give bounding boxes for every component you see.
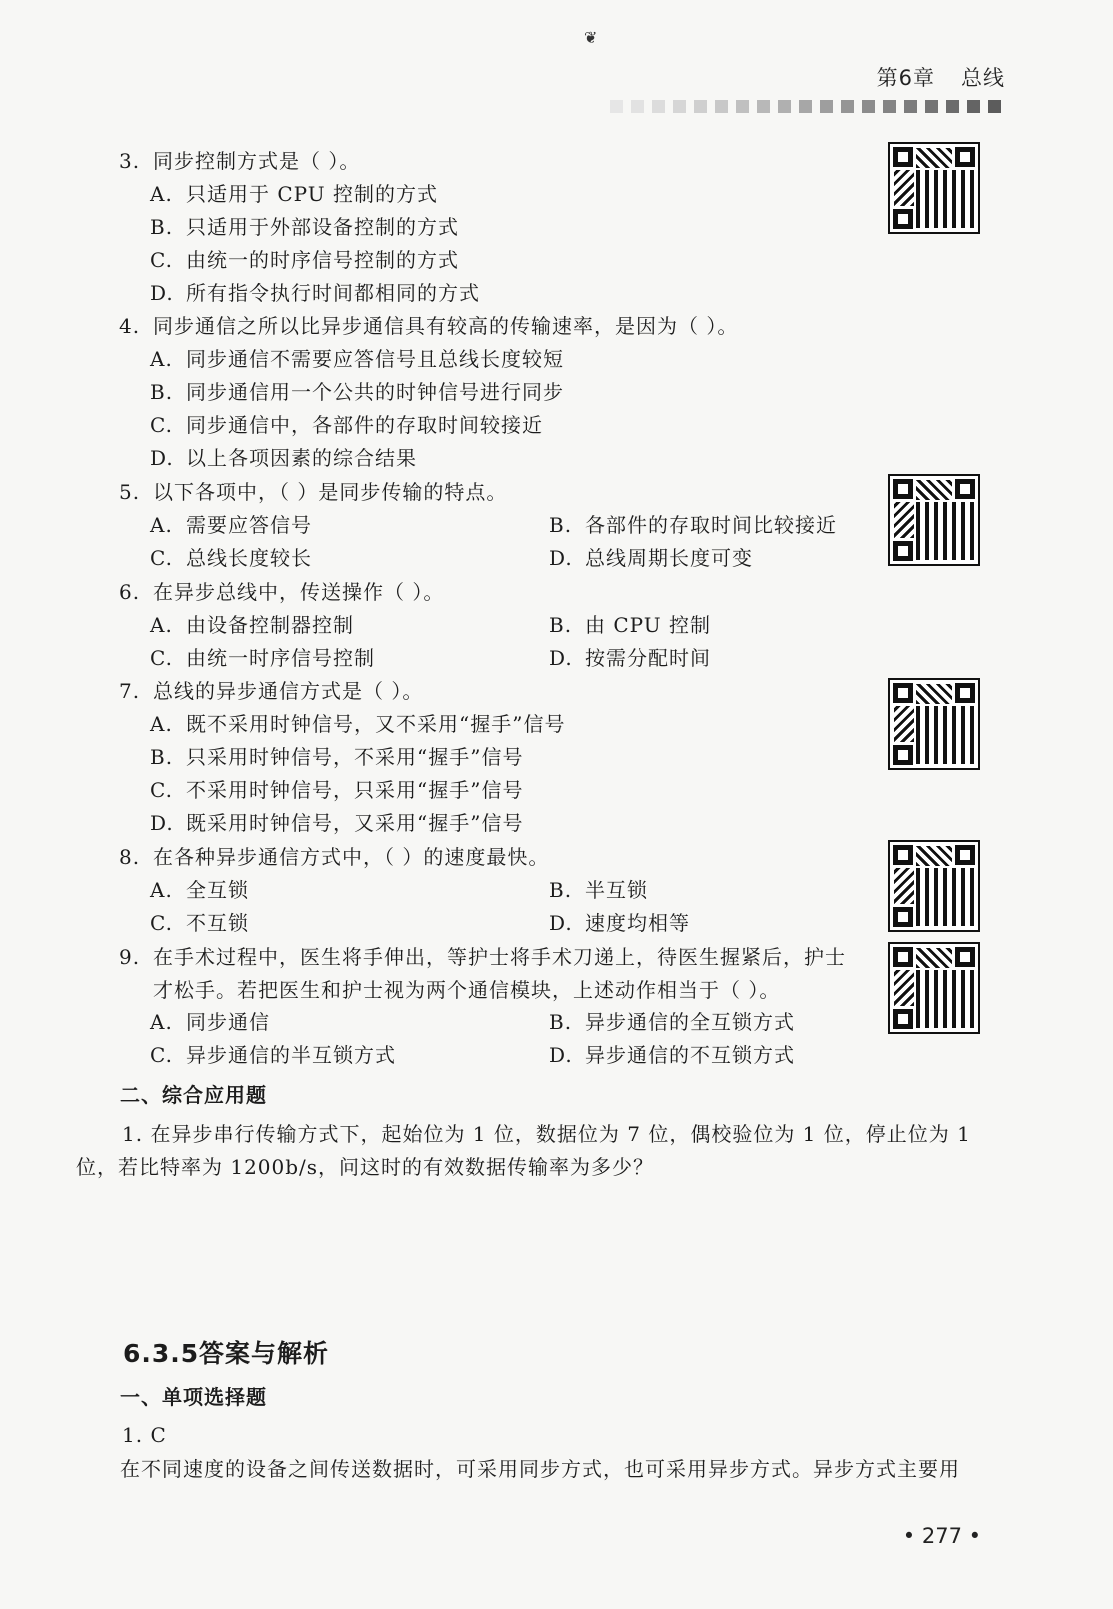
applied-question-1-line-2: 位，若比特率为 1200b/s，问这时的有效数据传输率为多少？ [76,1155,655,1179]
question-6-stem: 6. 在异步总线中，传送操作（ ）。 [119,580,445,604]
question-7-option-c: C. 不采用时钟信号，只采用“握手”信号 [150,778,524,802]
page-number: • 277 • [902,1524,981,1548]
question-9-option-b: B. 异步通信的全互锁方式 [549,1010,795,1034]
question-7-option-b: B. 只采用时钟信号，不采用“握手”信号 [150,745,524,769]
chapter-number: 第6章 [876,66,935,90]
header-square [820,100,833,113]
header-square [967,100,980,113]
question-7-stem: 7. 总线的异步通信方式是（ ）。 [119,679,424,703]
applied-questions-heading: 二、综合应用题 [120,1083,267,1107]
question-8-option-a: A. 全互锁 [150,878,249,902]
header-square [841,100,854,113]
header-square [757,100,770,113]
question-7-option-d: D. 既采用时钟信号，又采用“握手”信号 [150,811,524,835]
applied-question-1-line-1: 1. 在异步串行传输方式下，起始位为 1 位，数据位为 7 位，偶校验位为 1 位，停止位为 1 [122,1122,971,1146]
qr-code-icon[interactable] [888,142,980,234]
question-8-option-c: C. 不互锁 [150,911,249,935]
header-square [925,100,938,113]
header-square [904,100,917,113]
question-5-option-a: A. 需要应答信号 [150,513,312,537]
question-3-option-d: D. 所有指令执行时间都相同的方式 [150,281,480,305]
header-square [631,100,644,113]
question-4-option-a: A. 同步通信不需要应答信号且总线长度较短 [150,347,564,371]
question-6-option-d: D. 按需分配时间 [549,646,711,670]
ink-blot: ❦ [584,28,598,47]
answer-1: 1. C [122,1423,167,1447]
question-9-option-a: A. 同步通信 [150,1010,270,1034]
chapter-title: 总线 [961,66,1005,90]
question-5-option-d: D. 总线周期长度可变 [549,546,753,570]
header-square [988,100,1001,113]
header-square [694,100,707,113]
question-9-stem-line-2: 才松手。若把医生和护士视为两个通信模块，上述动作相当于（ ）。 [153,978,781,1002]
question-8-option-d: D. 速度均相等 [549,911,690,935]
header-square [652,100,665,113]
question-5-stem: 5. 以下各项中，（ ）是同步传输的特点。 [119,480,508,504]
question-6-option-a: A. 由设备控制器控制 [150,613,354,637]
question-4-option-c: C. 同步通信中，各部件的存取时间较接近 [150,413,543,437]
question-5-option-b: B. 各部件的存取时间比较接近 [549,513,837,537]
header-gradient-squares [610,100,1001,113]
header-square [778,100,791,113]
question-6-option-b: B. 由 CPU 控制 [549,613,711,637]
header-square [799,100,812,113]
chapter-header [877,62,1005,92]
header-square [883,100,896,113]
single-choice-heading: 一、单项选择题 [120,1385,267,1409]
answer-1-explanation: 在不同速度的设备之间传送数据时，可采用同步方式，也可采用异步方式。异步方式主要用 [120,1457,960,1481]
qr-code-icon[interactable] [888,678,980,770]
question-3-option-b: B. 只适用于外部设备控制的方式 [150,215,459,239]
question-9-option-d: D. 异步通信的不互锁方式 [549,1043,795,1067]
question-4-option-d: D. 以上各项因素的综合结果 [150,446,417,470]
header-square [736,100,749,113]
question-3-stem: 3. 同步控制方式是（ ）。 [119,149,361,173]
question-9-option-c: C. 异步通信的半互锁方式 [150,1043,396,1067]
header-square [610,100,623,113]
question-8-option-b: B. 半互锁 [549,878,648,902]
header-square [946,100,959,113]
question-4-option-b: B. 同步通信用一个公共的时钟信号进行同步 [150,380,564,404]
section-title: 6.3.5答案与解析 [123,1339,330,1368]
qr-code-icon[interactable] [888,942,980,1034]
question-7-option-a: A. 既不采用时钟信号，又不采用“握手”信号 [150,712,566,736]
question-3-option-a: A. 只适用于 CPU 控制的方式 [150,182,438,206]
qr-code-icon[interactable] [888,474,980,566]
header-square [862,100,875,113]
question-4-stem: 4. 同步通信之所以比异步通信具有较高的传输速率，是因为（ ）。 [119,314,739,338]
question-3-option-c: C. 由统一的时序信号控制的方式 [150,248,459,272]
question-5-option-c: C. 总线长度较长 [150,546,312,570]
header-square [715,100,728,113]
question-8-stem: 8. 在各种异步通信方式中，（ ）的速度最快。 [119,845,550,869]
header-square [673,100,686,113]
question-9-stem-line-1: 9. 在手术过程中，医生将手伸出，等护士将手术刀递上，待医生握紧后，护士 [119,945,846,969]
qr-code-icon[interactable] [888,840,980,932]
question-6-option-c: C. 由统一时序信号控制 [150,646,375,670]
